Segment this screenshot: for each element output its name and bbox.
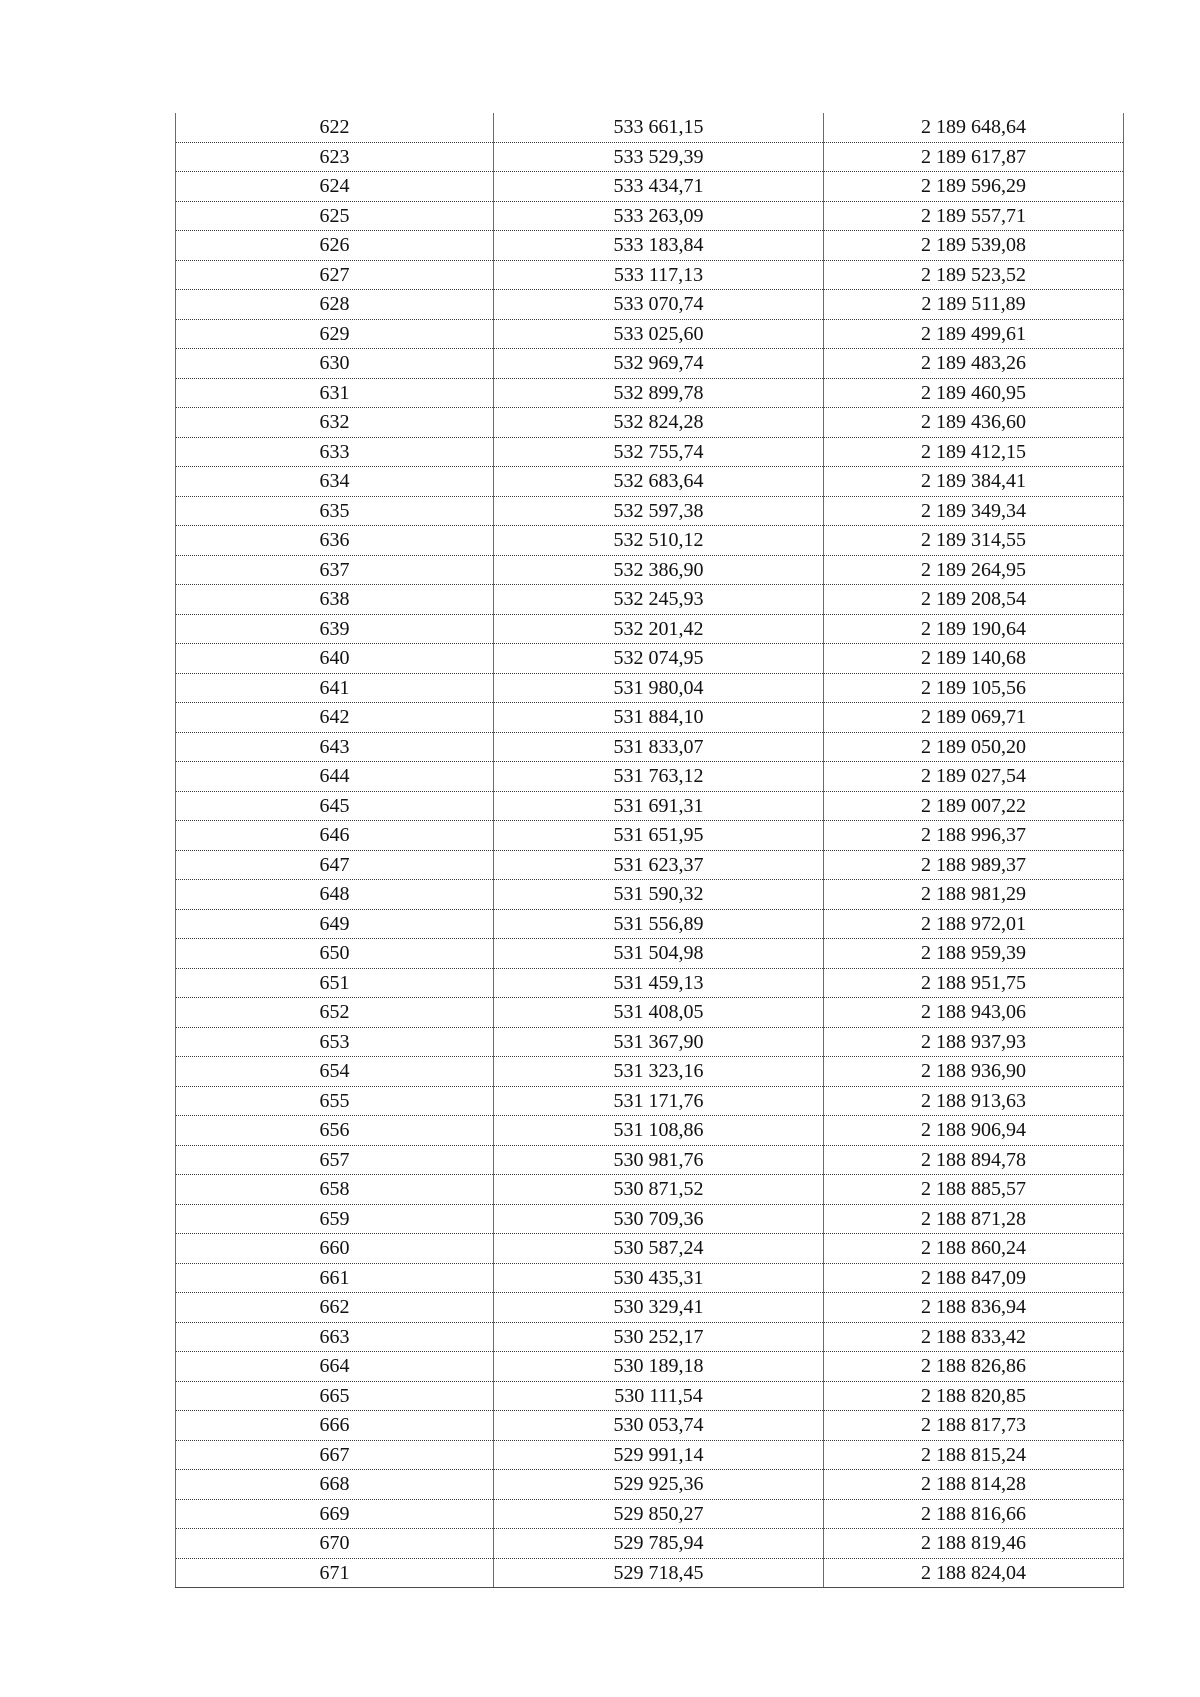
x-coordinate-cell: 532 597,38: [494, 496, 824, 526]
table-row: [176, 1558, 1124, 1588]
point-number-cell: 638: [176, 585, 494, 615]
y-coordinate-cell: 2 188 836,94: [824, 1293, 1124, 1323]
point-number-cell: 661: [176, 1263, 494, 1293]
point-number-cell: 659: [176, 1204, 494, 1234]
point-number-cell: 629: [176, 319, 494, 349]
y-coordinate-cell: 2 189 105,56: [824, 673, 1124, 703]
point-number-cell: 655: [176, 1086, 494, 1116]
point-number-cell: 649: [176, 909, 494, 939]
x-coordinate-cell: 531 623,37: [494, 850, 824, 880]
y-coordinate-cell: 2 188 943,06: [824, 998, 1124, 1028]
point-number-cell: 666: [176, 1411, 494, 1441]
table-row: [176, 703, 1124, 733]
table-row: [176, 909, 1124, 939]
y-coordinate-cell: 2 189 264,95: [824, 555, 1124, 585]
point-number-cell: 664: [176, 1352, 494, 1382]
x-coordinate-cell: 533 025,60: [494, 319, 824, 349]
table-row: [176, 939, 1124, 969]
point-number-cell: 660: [176, 1234, 494, 1264]
y-coordinate-cell: 2 189 648,64: [824, 113, 1124, 142]
table-row: [176, 1263, 1124, 1293]
y-coordinate-cell: 2 188 981,29: [824, 880, 1124, 910]
y-coordinate-cell: 2 188 996,37: [824, 821, 1124, 851]
y-coordinate-cell: 2 189 208,54: [824, 585, 1124, 615]
table-row: [176, 1440, 1124, 1470]
y-coordinate-cell: 2 189 557,71: [824, 201, 1124, 231]
y-coordinate-cell: 2 188 833,42: [824, 1322, 1124, 1352]
x-coordinate-cell: 530 329,41: [494, 1293, 824, 1323]
point-number-cell: 669: [176, 1499, 494, 1529]
table-row: [176, 437, 1124, 467]
point-number-cell: 623: [176, 142, 494, 172]
x-coordinate-cell: 531 980,04: [494, 673, 824, 703]
point-number-cell: 642: [176, 703, 494, 733]
y-coordinate-cell: 2 189 617,87: [824, 142, 1124, 172]
point-number-cell: 651: [176, 968, 494, 998]
table-row: [176, 1411, 1124, 1441]
table-row: [176, 998, 1124, 1028]
table-row: [176, 467, 1124, 497]
point-number-cell: 645: [176, 791, 494, 821]
x-coordinate-cell: 529 850,27: [494, 1499, 824, 1529]
x-coordinate-cell: 530 053,74: [494, 1411, 824, 1441]
x-coordinate-cell: 529 925,36: [494, 1470, 824, 1500]
y-coordinate-cell: 2 189 499,61: [824, 319, 1124, 349]
x-coordinate-cell: 532 824,28: [494, 408, 824, 438]
y-coordinate-cell: 2 189 314,55: [824, 526, 1124, 556]
point-number-cell: 634: [176, 467, 494, 497]
y-coordinate-cell: 2 189 460,95: [824, 378, 1124, 408]
y-coordinate-cell: 2 189 384,41: [824, 467, 1124, 497]
table-row: [176, 880, 1124, 910]
point-number-cell: 636: [176, 526, 494, 556]
table-row: [176, 968, 1124, 998]
x-coordinate-cell: 531 408,05: [494, 998, 824, 1028]
y-coordinate-cell: 2 188 816,66: [824, 1499, 1124, 1529]
x-coordinate-cell: 530 587,24: [494, 1234, 824, 1264]
point-number-cell: 637: [176, 555, 494, 585]
y-coordinate-cell: 2 188 894,78: [824, 1145, 1124, 1175]
table-row: [176, 349, 1124, 379]
x-coordinate-cell: 532 969,74: [494, 349, 824, 379]
point-number-cell: 632: [176, 408, 494, 438]
y-coordinate-cell: 2 189 050,20: [824, 732, 1124, 762]
y-coordinate-cell: 2 188 819,46: [824, 1529, 1124, 1559]
x-coordinate-cell: 532 074,95: [494, 644, 824, 674]
x-coordinate-cell: 533 434,71: [494, 172, 824, 202]
y-coordinate-cell: 2 188 906,94: [824, 1116, 1124, 1146]
table-row: [176, 142, 1124, 172]
y-coordinate-cell: 2 188 913,63: [824, 1086, 1124, 1116]
y-coordinate-cell: 2 188 824,04: [824, 1558, 1124, 1588]
table-row: [176, 1175, 1124, 1205]
point-number-cell: 644: [176, 762, 494, 792]
table-row: [176, 1145, 1124, 1175]
table-row: [176, 1352, 1124, 1382]
table-row: [176, 1293, 1124, 1323]
table-row: [176, 1381, 1124, 1411]
point-number-cell: 641: [176, 673, 494, 703]
y-coordinate-cell: 2 189 007,22: [824, 791, 1124, 821]
y-coordinate-cell: 2 188 885,57: [824, 1175, 1124, 1205]
x-coordinate-cell: 529 991,14: [494, 1440, 824, 1470]
x-coordinate-cell: 531 459,13: [494, 968, 824, 998]
y-coordinate-cell: 2 189 349,34: [824, 496, 1124, 526]
point-number-cell: 627: [176, 260, 494, 290]
point-number-cell: 648: [176, 880, 494, 910]
x-coordinate-cell: 530 111,54: [494, 1381, 824, 1411]
point-number-cell: 639: [176, 614, 494, 644]
table-row: [176, 555, 1124, 585]
y-coordinate-cell: 2 189 596,29: [824, 172, 1124, 202]
y-coordinate-cell: 2 189 412,15: [824, 437, 1124, 467]
table-row: [176, 1470, 1124, 1500]
x-coordinate-cell: 530 189,18: [494, 1352, 824, 1382]
point-number-cell: 647: [176, 850, 494, 880]
y-coordinate-cell: 2 189 483,26: [824, 349, 1124, 379]
x-coordinate-cell: 529 785,94: [494, 1529, 824, 1559]
x-coordinate-cell: 532 386,90: [494, 555, 824, 585]
table-row: [176, 732, 1124, 762]
y-coordinate-cell: 2 188 815,24: [824, 1440, 1124, 1470]
y-coordinate-cell: 2 188 814,28: [824, 1470, 1124, 1500]
x-coordinate-cell: 531 833,07: [494, 732, 824, 762]
x-coordinate-cell: 532 899,78: [494, 378, 824, 408]
table-row: [176, 1086, 1124, 1116]
point-number-cell: 625: [176, 201, 494, 231]
table-row: [176, 673, 1124, 703]
x-coordinate-cell: 531 108,86: [494, 1116, 824, 1146]
x-coordinate-cell: 531 171,76: [494, 1086, 824, 1116]
x-coordinate-cell: 532 510,12: [494, 526, 824, 556]
y-coordinate-cell: 2 188 847,09: [824, 1263, 1124, 1293]
x-coordinate-cell: 530 252,17: [494, 1322, 824, 1352]
table-row: [176, 585, 1124, 615]
y-coordinate-cell: 2 188 860,24: [824, 1234, 1124, 1264]
x-coordinate-cell: 532 683,64: [494, 467, 824, 497]
table-row: [176, 1322, 1124, 1352]
x-coordinate-cell: 531 763,12: [494, 762, 824, 792]
x-coordinate-cell: 530 709,36: [494, 1204, 824, 1234]
point-number-cell: 633: [176, 437, 494, 467]
x-coordinate-cell: 531 556,89: [494, 909, 824, 939]
table-row: [176, 378, 1124, 408]
coordinates-table: [175, 113, 1124, 1588]
table-row: [176, 319, 1124, 349]
point-number-cell: 663: [176, 1322, 494, 1352]
y-coordinate-cell: 2 188 937,93: [824, 1027, 1124, 1057]
y-coordinate-cell: 2 189 511,89: [824, 290, 1124, 320]
y-coordinate-cell: 2 188 817,73: [824, 1411, 1124, 1441]
point-number-cell: 624: [176, 172, 494, 202]
table-row: [176, 1499, 1124, 1529]
x-coordinate-cell: 532 201,42: [494, 614, 824, 644]
x-coordinate-cell: 533 529,39: [494, 142, 824, 172]
point-number-cell: 657: [176, 1145, 494, 1175]
y-coordinate-cell: 2 189 539,08: [824, 231, 1124, 261]
table-row: [176, 1057, 1124, 1087]
point-number-cell: 626: [176, 231, 494, 261]
table-row: [176, 172, 1124, 202]
table-row: [176, 1529, 1124, 1559]
y-coordinate-cell: 2 189 190,64: [824, 614, 1124, 644]
table-row: [176, 496, 1124, 526]
coordinates-table-body: [176, 113, 1124, 1588]
table-row: [176, 201, 1124, 231]
y-coordinate-cell: 2 188 959,39: [824, 939, 1124, 969]
table-row: [176, 821, 1124, 851]
y-coordinate-cell: 2 189 523,52: [824, 260, 1124, 290]
y-coordinate-cell: 2 189 027,54: [824, 762, 1124, 792]
point-number-cell: 628: [176, 290, 494, 320]
x-coordinate-cell: 531 367,90: [494, 1027, 824, 1057]
y-coordinate-cell: 2 189 140,68: [824, 644, 1124, 674]
table-row: [176, 644, 1124, 674]
point-number-cell: 622: [176, 113, 494, 142]
table-row: [176, 113, 1124, 142]
point-number-cell: 640: [176, 644, 494, 674]
y-coordinate-cell: 2 188 972,01: [824, 909, 1124, 939]
point-number-cell: 667: [176, 1440, 494, 1470]
y-coordinate-cell: 2 189 436,60: [824, 408, 1124, 438]
table-row: [176, 260, 1124, 290]
x-coordinate-cell: 533 661,15: [494, 113, 824, 142]
table-row: [176, 614, 1124, 644]
point-number-cell: 630: [176, 349, 494, 379]
x-coordinate-cell: 533 263,09: [494, 201, 824, 231]
x-coordinate-cell: 531 691,31: [494, 791, 824, 821]
y-coordinate-cell: 2 189 069,71: [824, 703, 1124, 733]
point-number-cell: 670: [176, 1529, 494, 1559]
x-coordinate-cell: 531 590,32: [494, 880, 824, 910]
table-row: [176, 791, 1124, 821]
table-row: [176, 1234, 1124, 1264]
table-row: [176, 1204, 1124, 1234]
table-row: [176, 231, 1124, 261]
point-number-cell: 643: [176, 732, 494, 762]
point-number-cell: 635: [176, 496, 494, 526]
point-number-cell: 631: [176, 378, 494, 408]
point-number-cell: 658: [176, 1175, 494, 1205]
table-row: [176, 850, 1124, 880]
y-coordinate-cell: 2 188 936,90: [824, 1057, 1124, 1087]
x-coordinate-cell: 531 504,98: [494, 939, 824, 969]
x-coordinate-cell: 533 117,13: [494, 260, 824, 290]
table-row: [176, 762, 1124, 792]
point-number-cell: 653: [176, 1027, 494, 1057]
point-number-cell: 646: [176, 821, 494, 851]
table-row: [176, 1027, 1124, 1057]
y-coordinate-cell: 2 188 820,85: [824, 1381, 1124, 1411]
point-number-cell: 671: [176, 1558, 494, 1588]
point-number-cell: 656: [176, 1116, 494, 1146]
table-row: [176, 408, 1124, 438]
point-number-cell: 652: [176, 998, 494, 1028]
table-row: [176, 1116, 1124, 1146]
table-row: [176, 290, 1124, 320]
x-coordinate-cell: 529 718,45: [494, 1558, 824, 1588]
x-coordinate-cell: 532 245,93: [494, 585, 824, 615]
x-coordinate-cell: 532 755,74: [494, 437, 824, 467]
point-number-cell: 650: [176, 939, 494, 969]
x-coordinate-cell: 533 183,84: [494, 231, 824, 261]
y-coordinate-cell: 2 188 871,28: [824, 1204, 1124, 1234]
point-number-cell: 668: [176, 1470, 494, 1500]
x-coordinate-cell: 533 070,74: [494, 290, 824, 320]
y-coordinate-cell: 2 188 826,86: [824, 1352, 1124, 1382]
x-coordinate-cell: 530 435,31: [494, 1263, 824, 1293]
x-coordinate-cell: 531 651,95: [494, 821, 824, 851]
point-number-cell: 654: [176, 1057, 494, 1087]
y-coordinate-cell: 2 188 989,37: [824, 850, 1124, 880]
table-row: [176, 526, 1124, 556]
x-coordinate-cell: 530 871,52: [494, 1175, 824, 1205]
x-coordinate-cell: 531 323,16: [494, 1057, 824, 1087]
point-number-cell: 662: [176, 1293, 494, 1323]
y-coordinate-cell: 2 188 951,75: [824, 968, 1124, 998]
x-coordinate-cell: 530 981,76: [494, 1145, 824, 1175]
point-number-cell: 665: [176, 1381, 494, 1411]
x-coordinate-cell: 531 884,10: [494, 703, 824, 733]
